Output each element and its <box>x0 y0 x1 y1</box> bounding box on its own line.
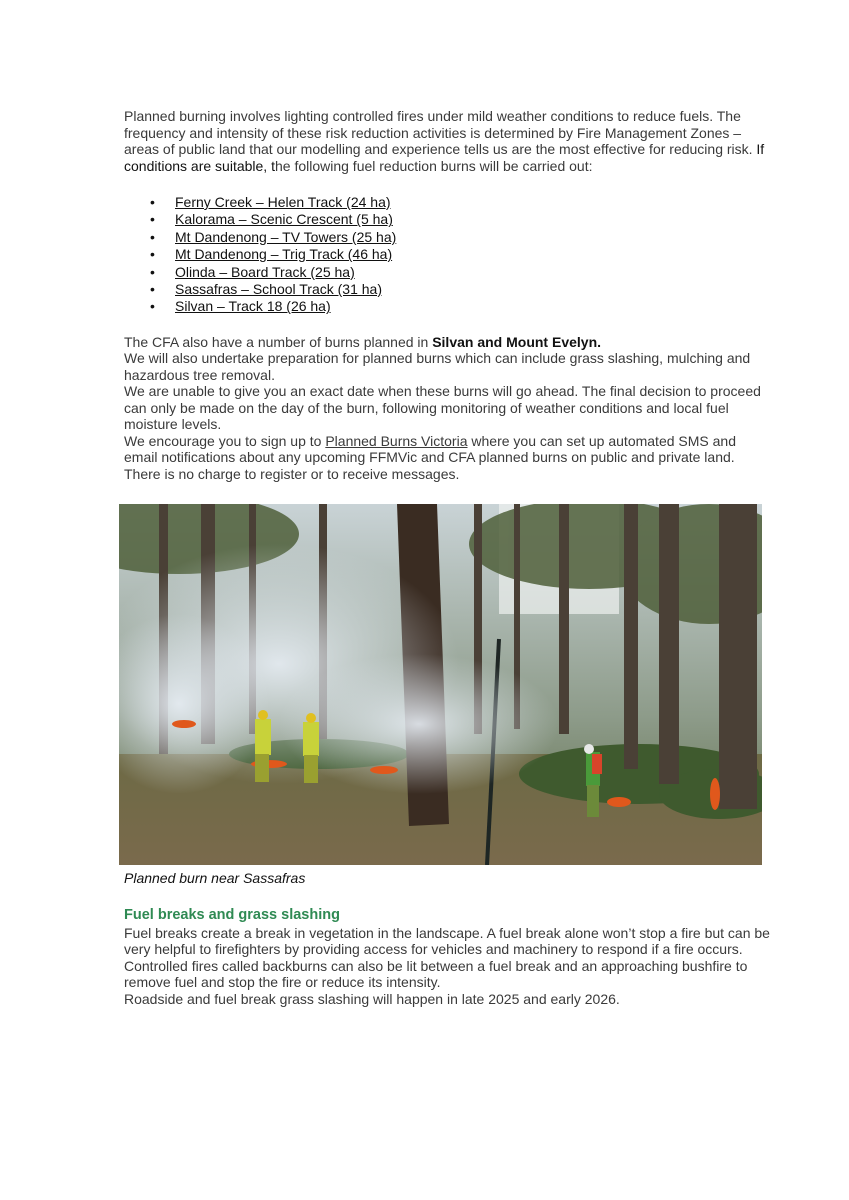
list-item <box>124 211 772 228</box>
bullet-icon: • <box>150 246 155 263</box>
fuel-breaks-paragraph-1: Fuel breaks create a break in vegetation in the landscape. A fuel break alone won’t stop a fire but can be very helpful to firefighters by providing access for vehicles and machinery to respond if a fire occurs. <box>124 924 770 957</box>
prep-paragraph: We will also undertake preparation for planned burns which can include grass slashing, mulching and hazardous tree removal. <box>124 350 751 383</box>
section-heading: Fuel breaks and grass slashing <box>124 907 340 923</box>
list-item <box>124 264 772 281</box>
cfa-text: The CFA also have a number of burns planned in <box>124 333 433 350</box>
cfa-locations: Silvan and Mount Evelyn. <box>432 333 602 350</box>
burn-link[interactable]: Mt Dandenong – Trig Track (46 ha) <box>175 246 393 263</box>
burn-list <box>124 194 772 316</box>
list-item <box>124 298 772 315</box>
signup-tail: where you can set up automated SMS and email notifications about any upcoming FFMVic and CFA planned burns on public and private land. There is no charge to register or to receive messages. <box>124 432 736 482</box>
bullet-icon: • <box>150 298 155 315</box>
burn-link[interactable]: Olinda – Board Track (25 ha) <box>175 263 355 280</box>
signup-text: We encourage you to sign up to <box>124 432 326 449</box>
photo-caption: Planned burn near Sassafras <box>124 870 306 886</box>
planned-burn-photo <box>119 504 762 865</box>
bullet-icon: • <box>150 228 155 245</box>
document-body <box>124 108 772 482</box>
planned-burns-victoria-link[interactable]: Planned Burns Victoria <box>325 432 468 449</box>
list-item <box>124 281 772 298</box>
bullet-icon: • <box>150 211 155 228</box>
bullet-icon: • <box>150 194 155 210</box>
intro-paragraph <box>124 108 772 174</box>
burn-link[interactable]: Sassafras – School Track (31 ha) <box>175 280 382 297</box>
fuel-breaks-section <box>124 907 772 1007</box>
list-item <box>124 229 772 246</box>
forest-fire-illustration <box>119 504 762 865</box>
intro-tail: he following fuel reduction burns will be carried out: <box>274 157 593 174</box>
burn-link[interactable]: Mt Dandenong – TV Towers (25 ha) <box>175 228 397 245</box>
cfa-paragraph <box>124 334 772 351</box>
burn-link[interactable]: Kalorama – Scenic Crescent (5 ha) <box>175 211 393 228</box>
burn-link[interactable]: Ferny Creek – Helen Track (24 ha) <box>175 194 391 210</box>
list-item <box>124 246 772 263</box>
burn-link[interactable]: Silvan – Track 18 (26 ha) <box>175 298 331 315</box>
list-item <box>124 194 772 211</box>
intro-text: Planned burning involves lighting controlled fires under mild weather conditions to reduce fuels. The frequency and intensity of these risk reduction activities is determined by Fire Management Zones – areas of public land that our modelling and experience tells us are the most effective for reducing risk. <box>124 108 753 157</box>
fuel-breaks-paragraph-3: Roadside and fuel break grass slashing will happen in late 2025 and early 2026. <box>124 990 620 1007</box>
fuel-breaks-paragraph-2: Controlled fires called backburns can also be lit between a fuel break and an approaching bushfire to remove fuel and stop the fire or reduce its intensity. <box>124 957 748 990</box>
date-paragraph: We are unable to give you an exact date when these burns will go ahead. The final decision to proceed can only be made on the day of the burn, following monitoring of weather conditions and local fuel moisture levels. <box>124 383 761 433</box>
bullet-icon: • <box>150 263 155 280</box>
bullet-icon: • <box>150 280 155 297</box>
intro-conditions: If conditions are suitable, t <box>124 141 765 174</box>
signup-paragraph <box>124 433 772 483</box>
